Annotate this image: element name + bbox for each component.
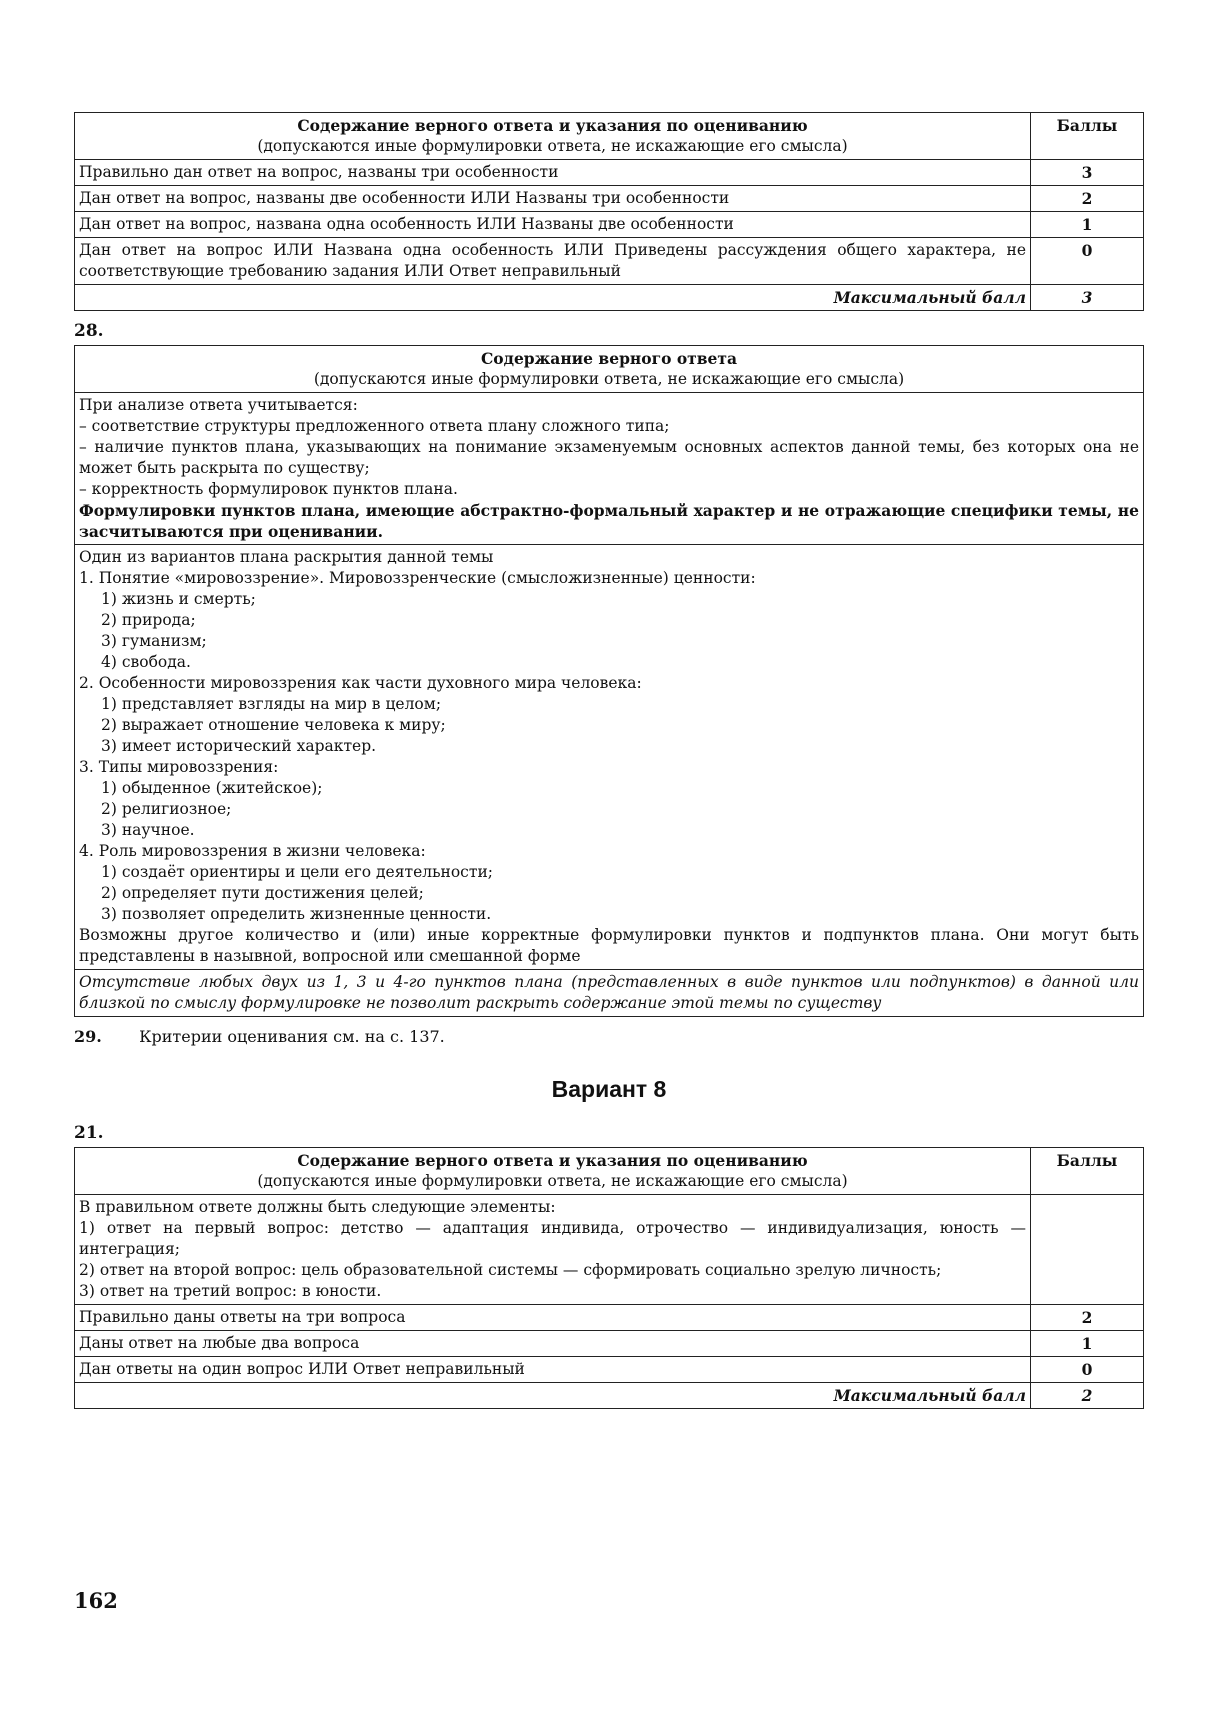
score-header: Баллы [1031, 1148, 1144, 1195]
plan-subpoint: 1) обыденное (житейское); [101, 779, 323, 797]
table-row [75, 212, 1144, 238]
criteria-line: – соответствие структуры предложенного ответа плану сложного типа; [79, 417, 670, 435]
plan-subpoint: 2) определяет пути достижения целей; [101, 884, 424, 902]
plan-note: Возможны другое количество и (или) иные корректные формулировки пунктов и подпунктов плана. Они могут быть представлены в назывной, вопросной или смешанной форме [79, 926, 1139, 965]
task-number-29: 29. [74, 1027, 102, 1046]
max-score-row [75, 1383, 1144, 1409]
plan-subpoint: 3) научное. [101, 821, 195, 839]
plan-point: 3. Типы мировоззрения: [79, 758, 279, 776]
criteria-line: При анализе ответа учитывается: [79, 396, 358, 414]
page-number: 162 [74, 1588, 118, 1613]
variant-title: Вариант 8 [551, 1076, 667, 1102]
plan-subpoint: 1) жизнь и смерть; [101, 590, 256, 608]
row-text: Правильно дан ответ на вопрос, названы три особенности [75, 160, 1031, 186]
row-score: 0 [1031, 1357, 1144, 1383]
task-29 [74, 1027, 1144, 1046]
element-line: 2) ответ на второй вопрос: цель образовательной системы — сформировать социально зрелую личность; [79, 1261, 942, 1279]
header-main: Содержание верного ответа и указания по оцениванию [297, 1151, 808, 1170]
criteria-line: – наличие пунктов плана, указывающих на понимание экзаменуемым основных аспектов данной темы, без которых она не может быть раскрыта по существу; [79, 438, 1139, 477]
row-score: 2 [1031, 1305, 1144, 1331]
plan-point: 4. Роль мировоззрения в жизни человека: [79, 842, 426, 860]
header-sub: (допускаются иные формулировки ответа, не искажающие его смысла) [257, 1172, 848, 1190]
table-header [75, 1148, 1031, 1195]
row-text: Дан ответы на один вопрос ИЛИ Ответ неправильный [75, 1357, 1031, 1383]
task-29-text: Критерии оценивания см. на с. 137. [139, 1027, 445, 1046]
plan-subpoint: 2) выражает отношение человека к миру; [101, 716, 446, 734]
table-row [75, 238, 1144, 285]
max-score-value: 2 [1031, 1383, 1144, 1409]
element-line: 1) ответ на первый вопрос: детство — адаптация индивида, отрочество — индивидуализация, юность — интеграция; [79, 1219, 1026, 1258]
plan-subpoint: 4) свобода. [101, 653, 191, 671]
plan-point: 1. Понятие «мировоззрение». Мировоззренческие (смысложизненные) ценности: [79, 569, 756, 587]
plan-subpoint: 3) гуманизм; [101, 632, 207, 650]
scoring-table-21 [74, 1147, 1144, 1409]
plan-point: 2. Особенности мировоззрения как части духовного мира человека: [79, 674, 642, 692]
elements-cell [75, 1195, 1031, 1305]
header-main: Содержание верного ответа [480, 349, 738, 368]
row-score: 0 [1031, 238, 1144, 285]
italic-note: Отсутствие любых двух из 1, 3 и 4-го пунктов плана (представленных в виде пунктов или подпунктов) в данной или близкой по смыслу формулировке не позволит раскрыть содержание этой темы по существу [75, 970, 1144, 1017]
plan-subpoint: 2) природа; [101, 611, 196, 629]
table-row [75, 186, 1144, 212]
plan-subpoint: 2) религиозное; [101, 800, 232, 818]
table-header [75, 113, 1031, 160]
header-sub: (допускаются иные формулировки ответа, не искажающие его смысла) [313, 370, 905, 388]
row-text: Дан ответ на вопрос, названа одна особенность ИЛИ Названы две особенности [75, 212, 1031, 238]
row-score: 2 [1031, 186, 1144, 212]
score-header: Баллы [1031, 113, 1144, 160]
empty-score-cell [1031, 1195, 1144, 1305]
plan-subpoint: 1) создаёт ориентиры и цели его деятельности; [101, 863, 493, 881]
max-score-label: Максимальный балл [75, 1383, 1031, 1409]
plan-intro: Один из вариантов плана раскрытия данной темы [79, 548, 494, 566]
plan-subpoint: 1) представляет взгляды на мир в целом; [101, 695, 442, 713]
element-line: В правильном ответе должны быть следующие элементы: [79, 1198, 556, 1216]
criteria-line: – корректность формулировок пунктов плана. [79, 480, 458, 498]
criteria-bold-note: Формулировки пунктов плана, имеющие абстрактно-формальный характер и не отражающие специфики темы, не засчитываются при оценивании. [79, 501, 1139, 541]
scoring-table-27 [74, 112, 1144, 311]
table-row [75, 1331, 1144, 1357]
max-score-value: 3 [1031, 285, 1144, 311]
max-score-row [75, 285, 1144, 311]
row-text: Даны ответ на любые два вопроса [75, 1331, 1031, 1357]
criteria-cell [75, 393, 1144, 545]
table-header [75, 346, 1144, 393]
row-score: 1 [1031, 212, 1144, 238]
table-row [75, 160, 1144, 186]
row-score: 1 [1031, 1331, 1144, 1357]
header-main: Содержание верного ответа и указания по оцениванию [297, 116, 808, 135]
header-sub: (допускаются иные формулировки ответа, не искажающие его смысла) [257, 137, 848, 155]
plan-subpoint: 3) имеет исторический характер. [101, 737, 377, 755]
table-row [75, 1357, 1144, 1383]
task-number-28: 28. [74, 321, 104, 341]
page-content [74, 112, 1144, 1409]
row-score: 3 [1031, 160, 1144, 186]
table-row [75, 1305, 1144, 1331]
element-line: 3) ответ на третий вопрос: в юности. [79, 1282, 382, 1300]
plan-table-28 [74, 345, 1144, 1017]
task-number-21: 21. [74, 1123, 104, 1143]
max-score-label: Максимальный балл [75, 285, 1031, 311]
row-text: Дан ответ на вопрос, названы две особенности ИЛИ Названы три особенности [75, 186, 1031, 212]
plan-cell [75, 545, 1144, 970]
row-text: Дан ответ на вопрос ИЛИ Названа одна особенность ИЛИ Приведены рассуждения общего характера, не соответствующие требованию задания ИЛИ Ответ неправильный [75, 238, 1031, 285]
row-text: Правильно даны ответы на три вопроса [75, 1305, 1031, 1331]
plan-subpoint: 3) позволяет определить жизненные ценности. [101, 905, 492, 923]
